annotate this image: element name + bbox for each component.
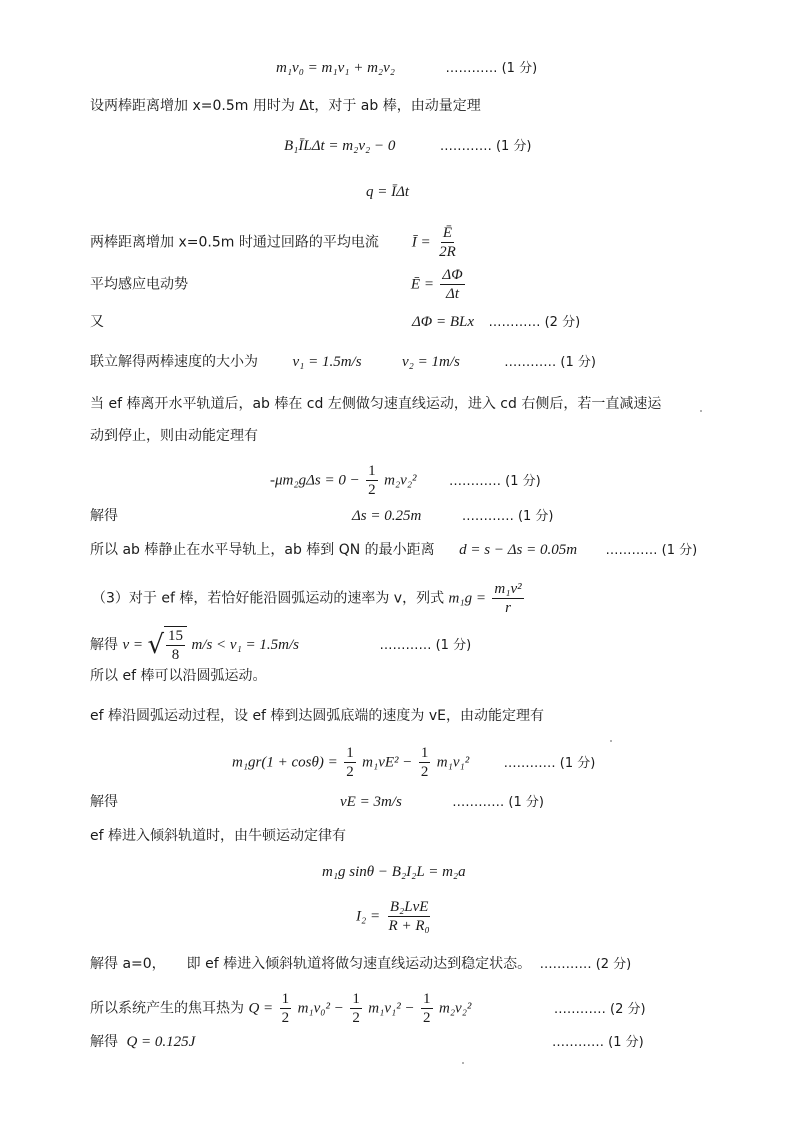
text-line: 动到停止，则由动能定理有 [90, 428, 258, 444]
score: ………… (1 分) [439, 139, 532, 154]
lhs: Ī = [411, 234, 431, 251]
numerator: 1 [368, 463, 376, 479]
equation: m₁v₀ = m₁v₁ + m₂v₂ [276, 60, 396, 76]
fraction [437, 224, 458, 261]
equation: Q = 0.125J [126, 1034, 196, 1050]
numerator: B₂LvE [389, 899, 429, 915]
text-line: ef 棒沿圆弧运动过程，设 ef 棒到达圆弧底端的速度为 vE，由动能定理有 [90, 708, 545, 724]
lhs: Q = [248, 1000, 274, 1017]
score: ………… (2 分) [553, 1001, 646, 1017]
middle-term: m₁vE² − [362, 754, 413, 771]
lhs: I₂ = [356, 908, 381, 925]
fraction [166, 627, 185, 664]
momentum-theorem-line [284, 136, 532, 157]
momentum-conservation-line [276, 58, 537, 79]
minimum-distance-line [90, 540, 697, 561]
denominator: 2 [281, 1010, 290, 1026]
average-current-line [90, 224, 460, 261]
scan-speck [700, 410, 702, 412]
flux-line-label: 又 [90, 314, 104, 330]
fraction-half [280, 990, 292, 1027]
equation: d = s − Δs = 0.05m [459, 542, 578, 558]
equation: vE = 3m/s [340, 794, 402, 810]
lhs: v = [122, 637, 143, 653]
denominator: 8 [171, 647, 180, 663]
score: ………… (2 分) [488, 315, 581, 330]
v2-result: v₂ = 1m/s [402, 354, 460, 370]
denominator: 2 [423, 1010, 431, 1026]
denominator: R + R₀ [388, 918, 430, 934]
denominator: r [505, 600, 511, 616]
energy-equation [232, 744, 595, 781]
score [552, 1032, 644, 1053]
text-line: 设两棒距离增加 x=0.5m 用时为 Δt，对于 ab 棒，由动量定理 [90, 98, 481, 114]
flux-line [412, 312, 580, 333]
fraction [440, 266, 464, 303]
charge-equation [366, 182, 409, 202]
numerator: 1 [352, 991, 360, 1007]
label: 解得 [90, 508, 118, 524]
scan-speck [462, 1062, 464, 1064]
denominator: 2 [346, 764, 354, 780]
joule-heat-line [90, 990, 646, 1027]
label: 解得 a=0， 即 ef 棒进入倾斜轨道将做匀速直线运动达到稳定状态。 [90, 956, 532, 972]
kinetic-energy-equation [270, 462, 541, 499]
equation: ΔΦ = BLx [412, 314, 475, 330]
label: 所以 ab 棒静止在水平导轨上，ab 棒到 QN 的最小距离 [90, 542, 435, 558]
lhs: -μm₂gΔs = 0 − [270, 472, 360, 489]
score: ………… (1 分) [503, 755, 596, 771]
equation: B₁ĪLΔt = m₂v₂ − 0 [284, 138, 396, 154]
text-line: ef 棒进入倾斜轨道时，由牛顿运动定律有 [90, 828, 346, 844]
label: 解得 [90, 794, 118, 810]
score: ………… (1 分) [452, 795, 544, 810]
score: ………… (1 分) [379, 638, 472, 653]
fraction-half [350, 990, 362, 1027]
lhs: Ē = [410, 276, 434, 293]
fraction [387, 898, 432, 935]
denominator: Δt [446, 286, 460, 302]
score: ………… (1 分) [449, 473, 541, 489]
fraction-half [366, 462, 378, 499]
score: ………… (1 分) [605, 543, 698, 558]
steady-state-line [90, 954, 631, 975]
fraction-half [344, 744, 356, 781]
numerator: 1 [281, 991, 290, 1007]
score: ………… (1 分) [445, 61, 538, 76]
lhs: m₁g = [448, 590, 486, 607]
denominator: 2 [368, 482, 376, 498]
denominator: 2R [439, 244, 456, 260]
label: 所以系统产生的焦耳热为 [90, 1000, 244, 1017]
velocities-line [90, 352, 596, 373]
text-line: 所以 ef 棒可以沿圆弧运动。 [90, 668, 267, 684]
numerator: 1 [420, 745, 429, 761]
scan-speck [610, 740, 612, 742]
numerator: ΔΦ [442, 267, 463, 283]
score: ………… (1 分) [461, 509, 554, 524]
text-line: 当 ef 棒离开水平轨道后，ab 棒在 cd 左侧做匀速直线运动，进入 cd 右侧后，若一直减速运 [90, 396, 662, 412]
fraction-half [421, 990, 433, 1027]
numerator: 15 [168, 628, 184, 644]
fraction-half [419, 744, 431, 781]
score-text: ………… (1 分) [552, 1035, 644, 1050]
numerator: 1 [346, 745, 354, 761]
newton-equation [322, 862, 466, 882]
final-result-line [90, 1032, 195, 1052]
denominator: 2 [420, 764, 429, 780]
denominator: 2 [352, 1010, 360, 1026]
label: 解得 [90, 1034, 118, 1050]
lhs: m₁gr(1 + cosθ) = [232, 754, 338, 771]
rhs: m₂v₂² [384, 472, 417, 489]
equation: m₁g sinθ − B₂I₂L = m₂a [322, 864, 466, 880]
numerator: m₁v² [494, 581, 522, 597]
label: 解得 [90, 637, 118, 653]
score: ………… (2 分) [539, 957, 632, 972]
term: m₁v₀² − [297, 1000, 344, 1017]
score: ………… (1 分) [504, 355, 596, 370]
average-emf-line [90, 266, 467, 303]
term: m₂v₂² [438, 1000, 472, 1017]
label: 两棒距离增加 x=0.5m 时通过回路的平均电流 [90, 234, 379, 251]
equation: Δs = 0.25m [352, 508, 422, 524]
v1-result: v₁ = 1.5m/s [292, 354, 362, 370]
displacement-result [352, 506, 554, 527]
rhs: m₁v₁² [436, 754, 470, 771]
equation: q = ĪΔt [366, 184, 410, 200]
part3-line [92, 580, 526, 617]
square-root: √ $\frac{15}{8}$ [147, 626, 187, 664]
velocity-result [340, 792, 544, 813]
label: 平均感应电动势 [90, 276, 188, 293]
numerator: Ē [442, 225, 452, 241]
fraction [492, 580, 523, 617]
term: m₁v₁² − [368, 1000, 415, 1017]
current-equation [356, 898, 434, 935]
label: 联立解得两棒速度的大小为 [90, 354, 258, 370]
speed-comparison-line [90, 626, 471, 664]
label: （3）对于 ef 棒，若恰好能沿圆弧运动的速率为 v，列式 [92, 590, 445, 607]
rhs: m/s < v₁ = 1.5m/s [191, 637, 300, 653]
numerator: 1 [423, 991, 431, 1007]
